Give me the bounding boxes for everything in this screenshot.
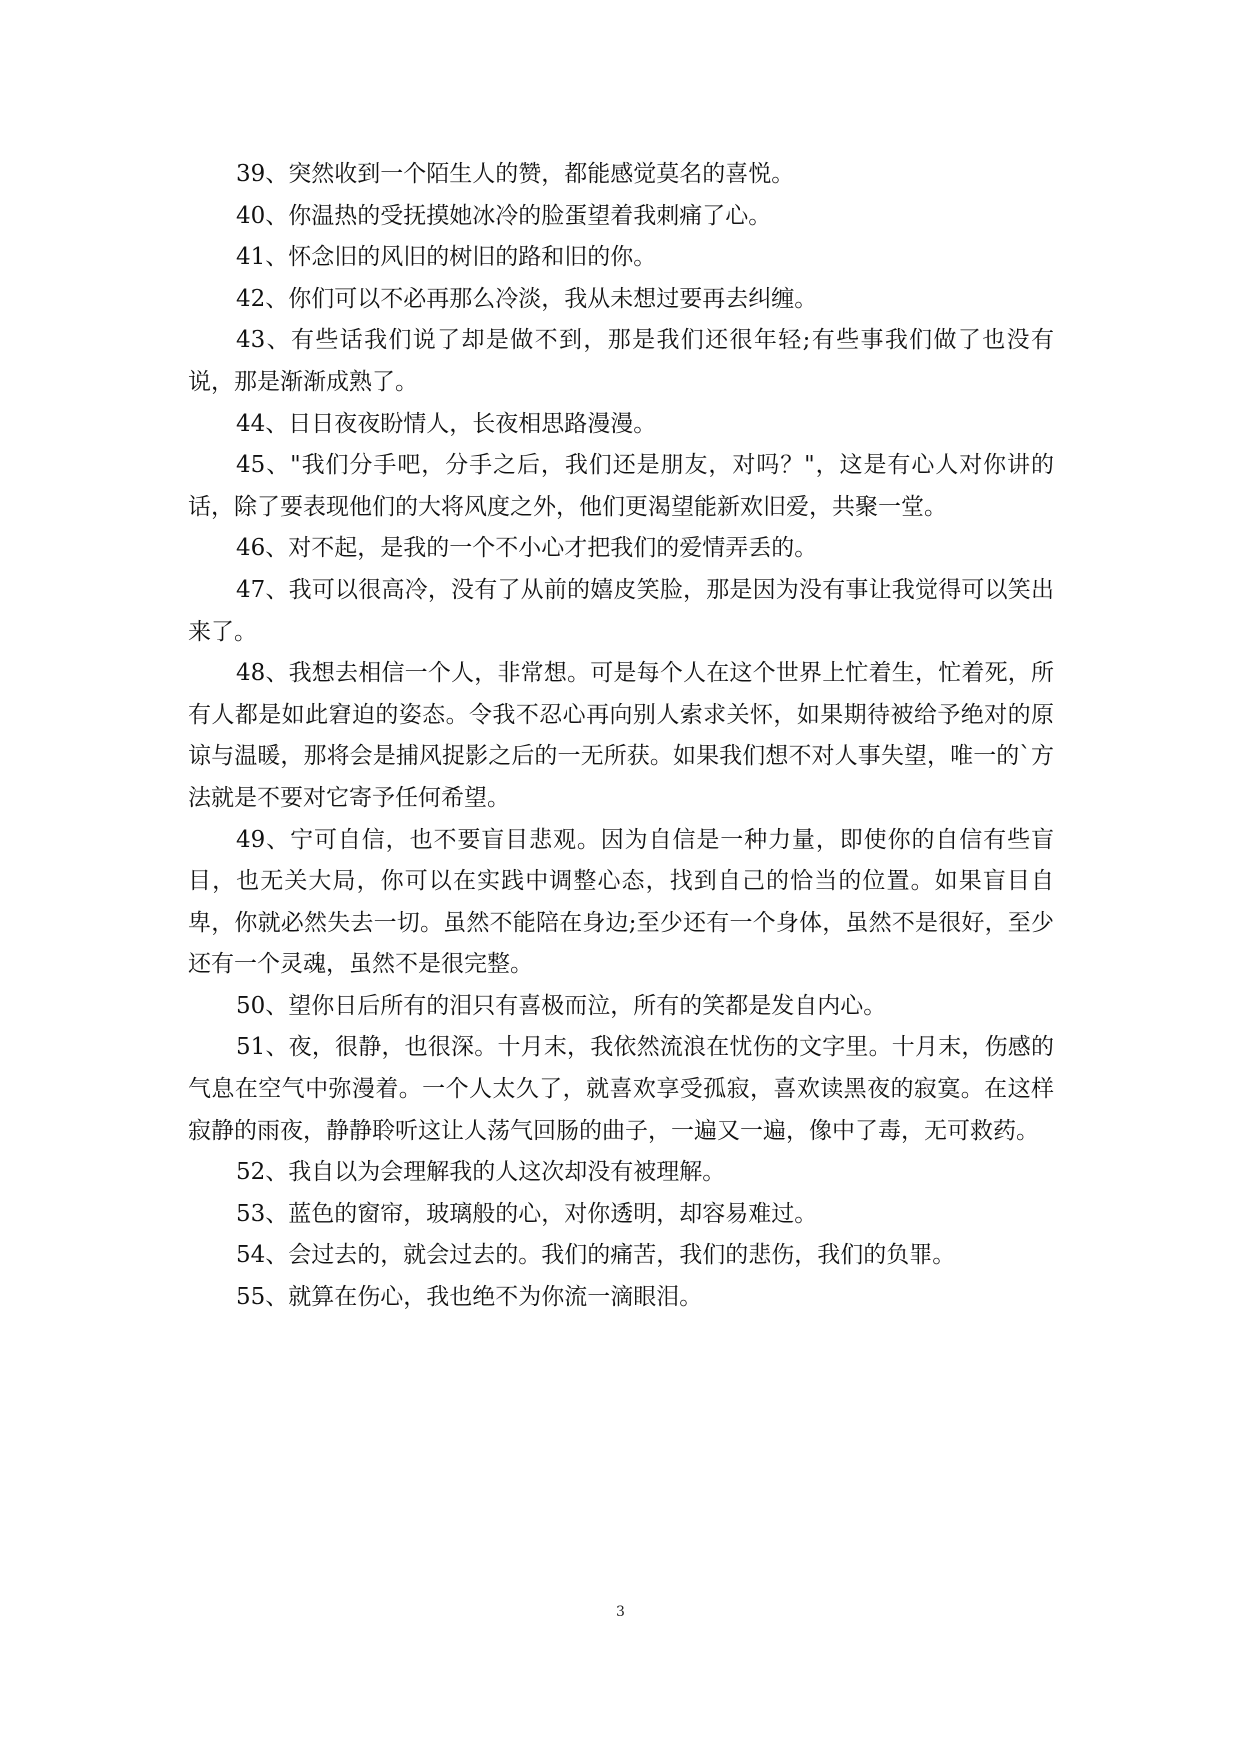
paragraph-42: 42、你们可以不必再那么冷淡，我从未想过要再去纠缠。: [236, 285, 818, 312]
paragraph-43: 43、有些话我们说了却是做不到，那是我们还很年轻;有些事我们做了也没有说，那是渐渐成熟了。: [188, 327, 1054, 395]
paragraph-51: 51、夜，很静，也很深。十月末，我依然流浪在忧伤的文字里。十月末，伤感的气息在空气中弥漫着。一个人太久了，就喜欢享受孤寂，喜欢读黑夜的寂寞。在这样寂静的雨夜，静静聆听这让人荡气回肠的曲子，一遍又一遍，像中了毒，无可救药。: [188, 1034, 1054, 1144]
paragraph-55: 55、就算在伤心，我也绝不为你流一滴眼泪。: [236, 1284, 703, 1311]
paragraph-53: 53、蓝色的窗帘，玻璃般的心，对你透明，却容易难过。: [236, 1200, 818, 1227]
paragraph-49: 49、宁可自信，也不要盲目悲观。因为自信是一种力量，即使你的自信有些盲目，也无关大局，你可以在实践中调整心态，找到自己的恰当的位置。如果盲目自卑，你就必然失去一切。虽然不能陪在身边;至少还有一个身体，虽然不是很好，至少还有一个灵魂，虽然不是很完整。: [188, 826, 1054, 978]
paragraph-50: 50、望你日后所有的泪只有喜极而泣，所有的笑都是发自内心。: [236, 992, 887, 1019]
paragraph-54: 54、会过去的，就会过去的。我们的痛苦，我们的悲伤，我们的负罪。: [236, 1242, 956, 1269]
paragraph-47: 47、我可以很高冷，没有了从前的嬉皮笑脸，那是因为没有事让我觉得可以笑出来了。: [188, 576, 1054, 645]
paragraph-46: 46、对不起，是我的一个不小心才把我们的爱情弄丢的。: [236, 535, 818, 562]
document-body: [188, 154, 1054, 1319]
paragraph-40: 40、你温热的受抚摸她冰冷的脸蛋望着我刺痛了心。: [236, 202, 772, 229]
paragraph-41: 41、怀念旧的风旧的树旧的路和旧的你。: [236, 244, 657, 271]
paragraph-39: 39、突然收到一个陌生人的赞，都能感觉莫名的喜悦。: [236, 161, 795, 187]
paragraph-44: 44、日日夜夜盼情人，长夜相思路漫漫。: [236, 410, 657, 437]
paragraph-48: 48、我想去相信一个人，非常想。可是每个人在这个世界上忙着生，忙着死，所有人都是如此窘迫的姿态。令我不忍心再向别人索求关怀，如果期待被给予绝对的原谅与温暖，那将会是捕风捉影之后的一无所获。如果我们想不对人事失望，唯一的`方法就是不要对它寄予任何希望。: [188, 660, 1054, 811]
page-number: 3: [616, 1604, 625, 1620]
paragraph-45: 45、"我们分手吧，分手之后，我们还是朋友，对吗？"，这是有心人对你讲的话，除了要表现他们的大将风度之外，他们更渴望能新欢旧爱，共聚一堂。: [188, 452, 1054, 520]
paragraph-52: 52、我自以为会理解我的人这次却没有被理解。: [236, 1159, 726, 1186]
